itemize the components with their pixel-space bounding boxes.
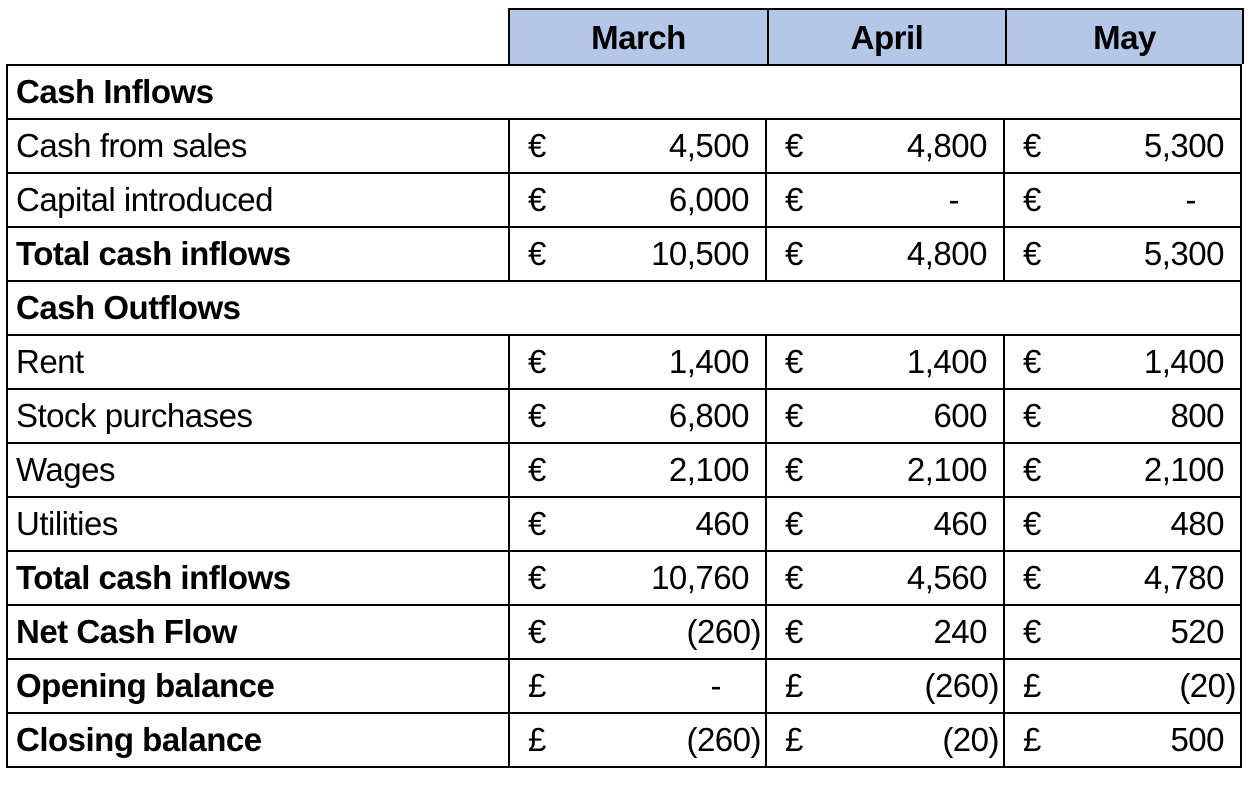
- table-row: [7, 389, 1241, 443]
- currency-symbol: €: [528, 343, 546, 380]
- table-row: [7, 659, 1241, 713]
- amount-cell: [509, 443, 766, 497]
- currency-symbol: €: [528, 559, 546, 596]
- amount-cell: [1004, 497, 1241, 551]
- amount-value: 10,760: [651, 559, 749, 596]
- amount-value: (260): [686, 613, 761, 650]
- cash-flow-table: [6, 64, 1242, 768]
- amount-value: 4,800: [906, 127, 987, 164]
- month-header-april: April: [767, 10, 1005, 66]
- amount-cell: [1004, 443, 1241, 497]
- currency-symbol: €: [1023, 397, 1041, 434]
- currency-symbol: €: [785, 235, 803, 272]
- amount-value: (20): [942, 721, 999, 758]
- row-label: Utilities: [7, 497, 509, 551]
- amount-cell: [1004, 389, 1241, 443]
- table-row: [7, 173, 1241, 227]
- amount-value: 4,780: [1143, 559, 1224, 596]
- currency-symbol: €: [785, 397, 803, 434]
- amount-cell: [766, 551, 1004, 605]
- row-label: Opening balance: [7, 659, 509, 713]
- amount-value: 5,300: [1143, 235, 1224, 272]
- row-label: Capital introduced: [7, 173, 509, 227]
- amount-value: 2,100: [906, 451, 987, 488]
- table-row: [7, 551, 1241, 605]
- section-row: [7, 65, 1241, 119]
- amount-value: (20): [1179, 667, 1236, 704]
- amount-value: 800: [1170, 397, 1224, 434]
- row-label: Rent: [7, 335, 509, 389]
- section-heading: Cash Inflows: [7, 65, 1241, 119]
- month-header: [508, 8, 1244, 64]
- currency-symbol: €: [528, 127, 546, 164]
- amount-cell: [766, 119, 1004, 173]
- amount-cell: [509, 227, 766, 281]
- amount-cell: [766, 335, 1004, 389]
- amount-cell: [1004, 119, 1241, 173]
- amount-value: 10,500: [651, 235, 749, 272]
- table-row: [7, 605, 1241, 659]
- amount-value: 4,560: [906, 559, 987, 596]
- amount-value: (260): [924, 667, 999, 704]
- row-label: Total cash inflows: [7, 227, 509, 281]
- table-row: [7, 713, 1241, 767]
- row-label: Closing balance: [7, 713, 509, 767]
- table-row: [7, 443, 1241, 497]
- amount-value: 4,800: [906, 235, 987, 272]
- row-label: Cash from sales: [7, 119, 509, 173]
- currency-symbol: €: [1023, 235, 1041, 272]
- currency-symbol: £: [1023, 667, 1041, 704]
- amount-cell: [766, 713, 1004, 767]
- currency-symbol: €: [1023, 451, 1041, 488]
- amount-cell: [766, 173, 1004, 227]
- amount-value: 500: [1170, 721, 1224, 758]
- table-row: [7, 227, 1241, 281]
- amount-value: (260): [686, 721, 761, 758]
- currency-symbol: €: [528, 613, 546, 650]
- currency-symbol: €: [1023, 505, 1041, 542]
- currency-symbol: £: [528, 721, 546, 758]
- currency-symbol: €: [785, 343, 803, 380]
- amount-cell: [509, 497, 766, 551]
- currency-symbol: €: [1023, 613, 1041, 650]
- currency-symbol: €: [528, 235, 546, 272]
- amount-cell: [509, 605, 766, 659]
- currency-symbol: £: [1023, 721, 1041, 758]
- amount-cell: [1004, 335, 1241, 389]
- amount-cell: [766, 443, 1004, 497]
- amount-cell: [1004, 173, 1241, 227]
- amount-cell: [1004, 713, 1241, 767]
- currency-symbol: €: [785, 451, 803, 488]
- amount-value: 1,400: [1143, 343, 1224, 380]
- amount-value: 520: [1170, 613, 1224, 650]
- amount-cell: [509, 389, 766, 443]
- amount-value: 480: [1170, 505, 1224, 542]
- row-label: Wages: [7, 443, 509, 497]
- currency-symbol: €: [1023, 343, 1041, 380]
- month-header-march: March: [591, 19, 686, 56]
- table-row: [7, 119, 1241, 173]
- amount-value: 2,100: [668, 451, 749, 488]
- amount-cell: [509, 335, 766, 389]
- row-label: Total cash inflows: [7, 551, 509, 605]
- amount-value: 2,100: [1143, 451, 1224, 488]
- currency-symbol: €: [1023, 127, 1041, 164]
- amount-cell: [1004, 551, 1241, 605]
- amount-value: 4,500: [668, 127, 749, 164]
- amount-cell: [766, 659, 1004, 713]
- table-row: [7, 335, 1241, 389]
- currency-symbol: £: [528, 667, 546, 704]
- currency-symbol: €: [785, 127, 803, 164]
- currency-symbol: £: [785, 721, 803, 758]
- amount-value: -: [710, 667, 721, 704]
- row-label: Stock purchases: [7, 389, 509, 443]
- amount-value: 460: [933, 505, 987, 542]
- currency-symbol: €: [528, 505, 546, 542]
- currency-symbol: £: [785, 667, 803, 704]
- amount-cell: [509, 173, 766, 227]
- currency-symbol: €: [785, 559, 803, 596]
- amount-value: -: [1185, 181, 1196, 218]
- month-header-may: May: [1005, 10, 1242, 66]
- currency-symbol: €: [785, 613, 803, 650]
- amount-cell: [766, 227, 1004, 281]
- amount-value: -: [948, 181, 959, 218]
- amount-value: 6,800: [668, 397, 749, 434]
- amount-value: 5,300: [1143, 127, 1224, 164]
- amount-cell: [766, 389, 1004, 443]
- currency-symbol: €: [528, 181, 546, 218]
- table-row: [7, 497, 1241, 551]
- amount-value: 600: [933, 397, 987, 434]
- currency-symbol: €: [528, 451, 546, 488]
- currency-symbol: €: [785, 505, 803, 542]
- amount-value: 6,000: [668, 181, 749, 218]
- amount-cell: [1004, 605, 1241, 659]
- currency-symbol: €: [785, 181, 803, 218]
- amount-cell: [509, 119, 766, 173]
- amount-value: 1,400: [668, 343, 749, 380]
- currency-symbol: €: [528, 397, 546, 434]
- section-row: [7, 281, 1241, 335]
- currency-symbol: €: [1023, 181, 1041, 218]
- amount-cell: [766, 497, 1004, 551]
- currency-symbol: €: [1023, 559, 1041, 596]
- amount-value: 1,400: [906, 343, 987, 380]
- section-heading: Cash Outflows: [7, 281, 1241, 335]
- amount-cell: [509, 713, 766, 767]
- amount-cell: [1004, 659, 1241, 713]
- amount-cell: [1004, 227, 1241, 281]
- row-label: Net Cash Flow: [7, 605, 509, 659]
- amount-cell: [509, 659, 766, 713]
- amount-cell: [509, 551, 766, 605]
- amount-cell: [766, 605, 1004, 659]
- amount-value: 460: [695, 505, 749, 542]
- amount-value: 240: [933, 613, 987, 650]
